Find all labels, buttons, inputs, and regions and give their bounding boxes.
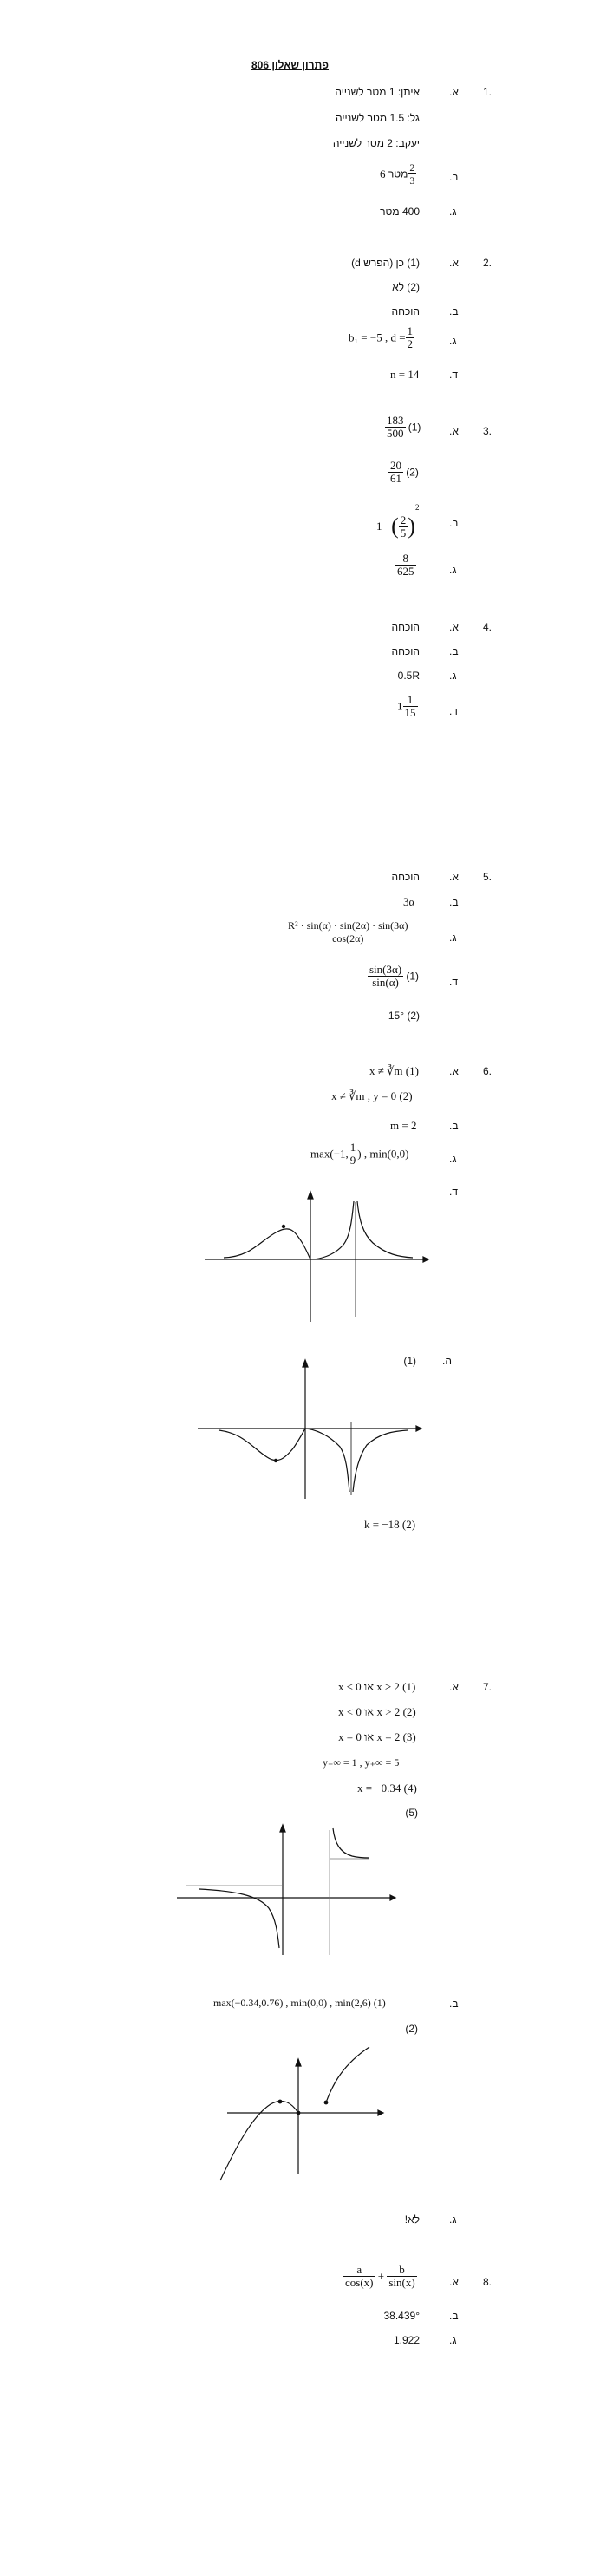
q6-c-denominator: 9 — [349, 1154, 356, 1167]
q4-d-numerator: 1 — [403, 694, 418, 707]
q8-a-fraction1 — [343, 2264, 375, 2289]
q4-d-denominator: 15 — [404, 706, 416, 719]
q5-d1-numerator: sin(3α) — [369, 963, 402, 976]
q5-d2-answer: 15° (2) — [388, 1010, 420, 1022]
q3-b-left: 1 − — [376, 520, 392, 533]
q7-a5-tag: (5) — [405, 1807, 418, 1819]
question-1-number: 1. — [483, 86, 493, 98]
q8-a-denominator2: sin(x) — [388, 2276, 415, 2289]
q7b-origin-point — [297, 2111, 301, 2115]
q5-b-label: ב. — [449, 896, 459, 908]
q3-c-denominator: 625 — [397, 565, 414, 578]
q3-a-label: א. — [449, 425, 459, 437]
q1-b-denominator: 3 — [409, 174, 415, 186]
q5-b-answer: 3α — [403, 895, 415, 908]
q1-b-label: ב. — [449, 171, 459, 183]
q2-a-line1: (1) כן (הפרש d) — [351, 257, 420, 269]
q2-d-answer: n = 14 — [390, 368, 420, 381]
q5-a-answer: הוכחה — [391, 871, 420, 883]
question-2-number: 2. — [483, 257, 493, 269]
q6-a-label: א. — [449, 1065, 459, 1077]
q3-a1-numerator: 183 — [387, 414, 404, 427]
q6-e1-tag: (1) — [403, 1355, 416, 1367]
q4-c-answer: 0.5R — [397, 670, 420, 682]
q1-c-label: ג. — [449, 206, 457, 218]
q7b-y-arrow — [296, 2059, 301, 2066]
q7-a1-answer: x ≤ 0 או x ≥ 2 (1) — [338, 1680, 416, 1693]
q6-b-answer: m = 2 — [390, 1119, 417, 1132]
q2-c-left: b₁ = −5 , d = — [349, 330, 406, 344]
q7-b1-answer: max(−0.34,0.76) , min(0,0) , min(2,6) (1) — [213, 1997, 386, 2009]
question-5-number: 5. — [483, 871, 493, 883]
q6-c-label: ג. — [449, 1153, 457, 1165]
q6-a2-answer: x ≠ ∛m , y = 0 (2) — [331, 1089, 413, 1102]
q6-d-label: ד. — [449, 1186, 458, 1198]
q5-d1-tag: (1) — [406, 970, 420, 983]
q4-a-answer: הוכחה — [391, 621, 420, 633]
q7-a3-answer: x = 0 או x = 2 (3) — [338, 1730, 416, 1743]
q8-a-answer — [343, 2264, 417, 2289]
q5-c-denominator: cos(2α) — [332, 932, 364, 945]
question-3-number: 3. — [483, 425, 493, 437]
q3-a1-tag: (1) — [408, 421, 421, 434]
q1-b-numerator: 2 — [409, 161, 415, 173]
q8-b-answer: 38.439° — [383, 2310, 420, 2322]
q7-b2-tag: (2) — [405, 2023, 418, 2035]
q6-e-label: ה. — [442, 1355, 452, 1367]
q1-b-unit: מטר — [388, 167, 408, 180]
q3-b-numerator: 2 — [400, 513, 407, 526]
q1-c-answer: 400 מטר — [380, 206, 420, 218]
question-8-number: 8. — [483, 2276, 493, 2288]
q6-c-right: ) , min(0,0) — [357, 1147, 409, 1161]
q4-d-whole: 1 — [397, 699, 403, 713]
q3-a1-denominator: 500 — [387, 427, 404, 440]
q2-a-line2: (2) לא — [392, 281, 420, 293]
q7b-max-point — [278, 2100, 283, 2104]
q4-b-label: ב. — [449, 645, 459, 657]
q2-b-label: ב. — [449, 305, 459, 317]
q8-a-plus: + — [377, 2269, 385, 2283]
q7-a4-answer: x = −0.34 (4) — [357, 1782, 417, 1795]
q7-a2-answer: x < 0 או x > 2 (2) — [338, 1705, 416, 1718]
q4-d-label: ד. — [449, 705, 458, 717]
q2-b-answer: הוכחה — [391, 305, 420, 317]
q5-c-numerator: R² · sin(α) · sin(2α) · sin(3α) — [288, 919, 408, 932]
q7-b-label: ב. — [449, 1997, 459, 2010]
q1-a-line1: איתן: 1 מטר לשנייה — [335, 86, 420, 98]
q7-a-label: א. — [449, 1681, 459, 1693]
q3-a2-tag: (2) — [406, 466, 419, 479]
q5-c-label: ג. — [449, 932, 457, 944]
q1-a-line2: גל: 1.5 מטר לשנייה — [336, 112, 420, 124]
q1-b-whole: 6 — [380, 167, 386, 180]
q7b-curve-right — [326, 2047, 369, 2102]
q6-c-left: max(−1, — [310, 1147, 349, 1161]
q6-a1-answer: x ≠ ∛m (1) — [369, 1064, 419, 1077]
page-title: פתרון שאלון 806 — [251, 59, 330, 71]
q7-a3b-answer: y₋∞ = 1 , y₊∞ = 5 — [323, 1756, 400, 1769]
q3-b-answer: 1 −( $\frac{2}{5}$ )$^2$ — [376, 503, 420, 539]
q7b-endpoint — [324, 2101, 329, 2105]
q6-b-label: ב. — [449, 1120, 459, 1132]
q3-a2-denominator: 61 — [390, 472, 401, 485]
q3-b-label: ב. — [449, 517, 459, 529]
q7-c-answer: לא! — [404, 2213, 420, 2226]
q4-a-label: א. — [449, 621, 459, 633]
q8-b-label: ב. — [449, 2310, 459, 2322]
q5-d-label: ד. — [449, 976, 458, 988]
q8-a-numerator1: a — [343, 2264, 375, 2277]
q2-a-label: א. — [449, 257, 459, 269]
q7-c-label: ג. — [449, 2213, 457, 2226]
q4-b-answer: הוכחה — [391, 645, 420, 657]
q8-a-fraction2 — [387, 2264, 416, 2289]
q2-c-label: ג. — [449, 335, 457, 347]
question-4-number: 4. — [483, 621, 493, 633]
question-7-number: 7. — [483, 1681, 493, 1693]
q6-e2-answer: k = −18 (2) — [364, 1518, 416, 1531]
q8-a-numerator2: b — [387, 2264, 416, 2277]
q3-b-denominator: 5 — [400, 526, 407, 539]
q5-d1-denominator: sin(α) — [372, 976, 399, 989]
q8-c-label: ג. — [449, 2334, 457, 2346]
q3-c-label: ג. — [449, 564, 457, 576]
q2-d-label: ד. — [449, 369, 458, 381]
q5-a-label: א. — [449, 871, 459, 883]
question-6-number: 6. — [483, 1065, 493, 1077]
q8-a-denominator1: cos(x) — [345, 2276, 374, 2289]
q3-c-numerator: 8 — [395, 552, 416, 566]
q1-a-line3: יעקב: 2 מטר לשנייה — [332, 137, 420, 149]
q4-c-label: ג. — [449, 670, 457, 682]
q2-c-denominator: 2 — [407, 337, 414, 350]
q1-a-label: א. — [449, 86, 459, 98]
q3-b-exponent: 2 — [414, 503, 420, 512]
q8-c-answer: 1.922 — [393, 2334, 420, 2346]
q2-c-numerator: 1 — [407, 324, 414, 337]
q6-c-numerator: 1 — [349, 1141, 356, 1154]
q8-a-label: א. — [449, 2276, 459, 2288]
q7b-x-arrow — [378, 2110, 383, 2115]
q3-a2-numerator: 20 — [390, 459, 401, 472]
